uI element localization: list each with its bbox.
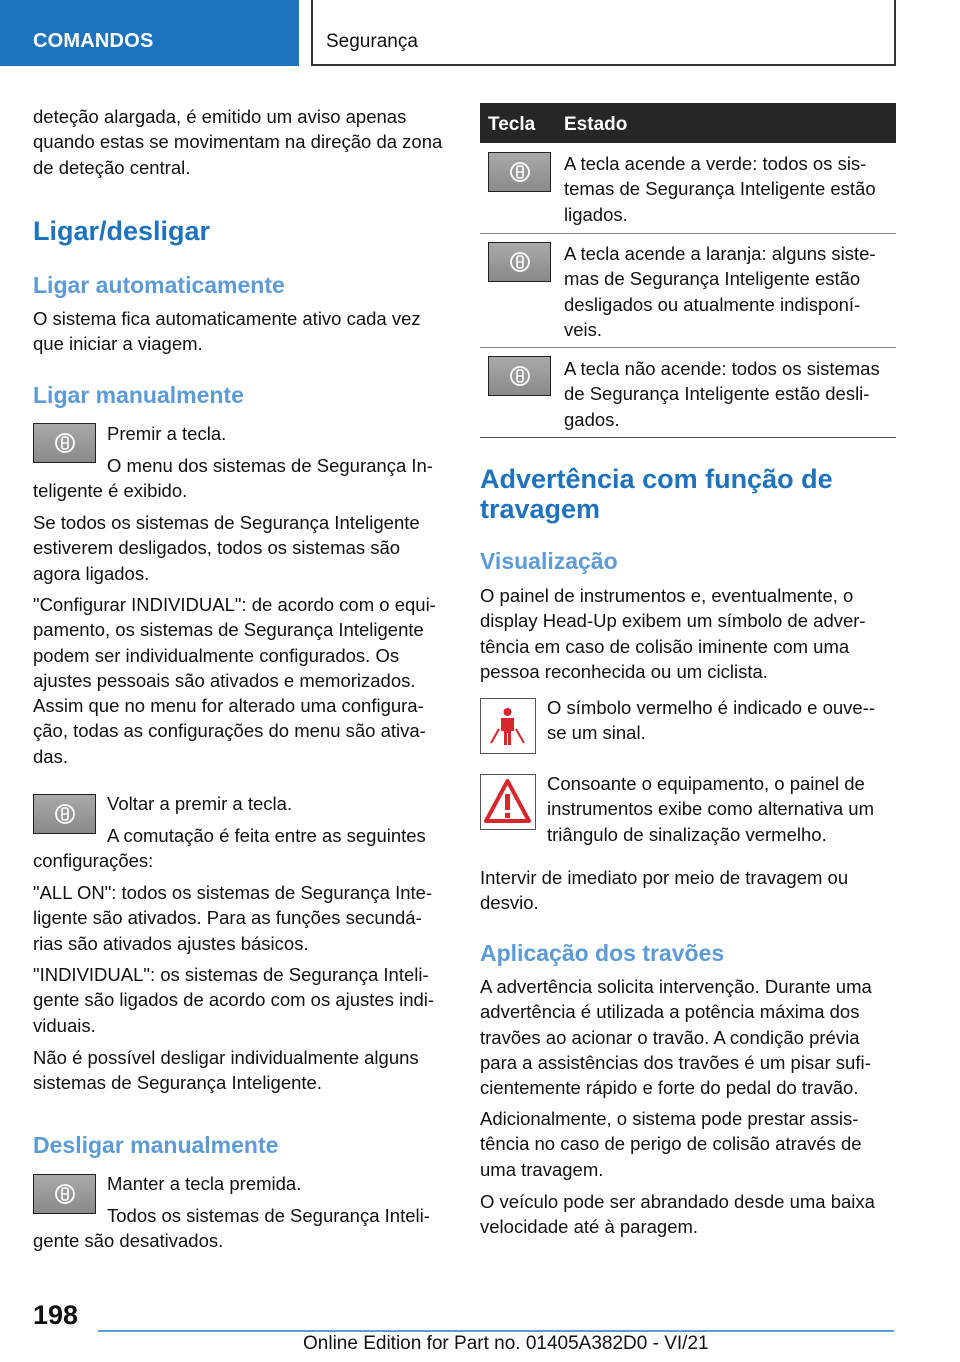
column-key: Tecla bbox=[488, 114, 536, 135]
heading-brakes: Aplicação dos travões bbox=[480, 940, 725, 966]
safety-button-icon bbox=[488, 152, 551, 192]
chapter-title: Segurança bbox=[326, 31, 418, 52]
menu-shown-text: O menu dos sistemas de Segurança In-teligente é exibido. bbox=[33, 455, 433, 502]
table-row: A tecla não acende: todos os sistemas de Segurança Inteligente estão desli-gados. bbox=[564, 358, 880, 430]
all-on-text: "ALL ON": todos os sistemas de Segurança Inte-ligente são ativados. Para as funções secundá-rias são ativados ajustes básicos. bbox=[33, 882, 433, 954]
individual-text: "Configurar INDIVIDUAL": de acordo com o equi-pamento, os sistemas de Segurança Inteligente podem ser individualmente configurados. Os ajustes pessoais são ativados e memorizados. Assim que no menu for alterado uma configura-ção, todas as configurações do menu são ativa-das. bbox=[33, 594, 436, 767]
table-row: A tecla acende a laranja: alguns siste-mas de Segurança Inteligente estão desligados ou atualmente indisponí-veis. bbox=[564, 243, 876, 340]
column-state: Estado bbox=[564, 114, 628, 135]
footer-divider bbox=[98, 1330, 894, 1332]
table-divider bbox=[480, 347, 896, 348]
deactivated-text: Todos os sistemas de Segurança Inteli-gente são desativados. bbox=[33, 1205, 430, 1252]
heading-on-off: Ligar/desligar bbox=[33, 216, 211, 246]
red-symbol-text: O símbolo vermelho é indicado e ouve--se um sinal. bbox=[547, 697, 876, 744]
heading-brake-warning: Advertência com função de travagem bbox=[480, 464, 833, 524]
display-paragraph: O painel de instrumentos e, eventualmente, o display Head-Up exibem um símbolo de adver-tência em caso de colisão iminente com uma pessoa reconhecida ou um ciclista. bbox=[480, 585, 866, 682]
brakes-paragraph-1: A advertência solicita intervenção. Durante uma advertência é utilizada a potência máxima dos travões ao acionar o travão. A condição prévia para a assistências dos travões é um pisar sufi-cientemente rápido e forte do pedal do travão. bbox=[480, 976, 872, 1099]
heading-manual-off: Desligar manualmente bbox=[33, 1132, 279, 1158]
brakes-paragraph-3: O veículo pode ser abrandado desde uma baixa velocidade até à paragem. bbox=[480, 1191, 875, 1238]
brakes-paragraph-2: Adicionalmente, o sistema pode prestar assis-tência no caso de perigo de colisão através de uma travagem. bbox=[480, 1108, 862, 1180]
intervene-text: Intervir de imediato por meio de travagem ou desvio. bbox=[480, 867, 849, 914]
not-possible-text: Não é possível desligar individualmente alguns sistemas de Segurança Inteligente. bbox=[33, 1047, 419, 1094]
intro-paragraph: deteção alargada, é emitido um aviso apenas quando estas se movimentam na direção da zona de deteção central. bbox=[33, 106, 443, 178]
edition-text: Online Edition for Part no. 01405A382D0 - VI/21 bbox=[303, 1333, 709, 1354]
press-key-text: Premir a tecla. bbox=[107, 423, 227, 444]
chapter-tab bbox=[311, 0, 896, 66]
table-divider bbox=[480, 437, 896, 438]
press-again-text: Voltar a premir a tecla. bbox=[107, 793, 293, 814]
heading-display: Visualização bbox=[480, 548, 618, 574]
warning-triangle-icon bbox=[480, 774, 536, 830]
all-off-text: Se todos os sistemas de Segurança Inteligente estiverem desligados, todos os sistemas são agora ligados. bbox=[33, 512, 420, 584]
table-divider bbox=[480, 233, 896, 234]
section-title: COMANDOS bbox=[33, 30, 154, 52]
hold-key-text: Manter a tecla premida. bbox=[107, 1173, 302, 1194]
page-number: 198 bbox=[33, 1300, 79, 1330]
heading-auto-on: Ligar automaticamente bbox=[33, 272, 285, 298]
table-row: A tecla acende a verde: todos os sis-temas de Segurança Inteligente estão ligados. bbox=[564, 153, 876, 225]
safety-button-icon bbox=[488, 356, 551, 396]
auto-paragraph: O sistema fica automaticamente ativo cada vez que iniciar a viagem. bbox=[33, 308, 421, 355]
safety-button-icon bbox=[488, 242, 551, 282]
individual2-text: "INDIVIDUAL": os sistemas de Segurança Inteli-gente são ligados de acordo com os ajustes indi-viduais. bbox=[33, 964, 435, 1036]
table-header bbox=[480, 103, 896, 143]
toggle-text: A comutação é feita entre as seguintes configurações: bbox=[33, 825, 426, 872]
heading-manual-on: Ligar manualmente bbox=[33, 382, 244, 408]
pedestrian-warning-icon bbox=[480, 698, 536, 754]
triangle-text: Consoante o equipamento, o painel de instrumentos exibe como alternativa um triângulo de sinalização vermelho. bbox=[547, 773, 874, 845]
section-tab bbox=[0, 0, 299, 66]
